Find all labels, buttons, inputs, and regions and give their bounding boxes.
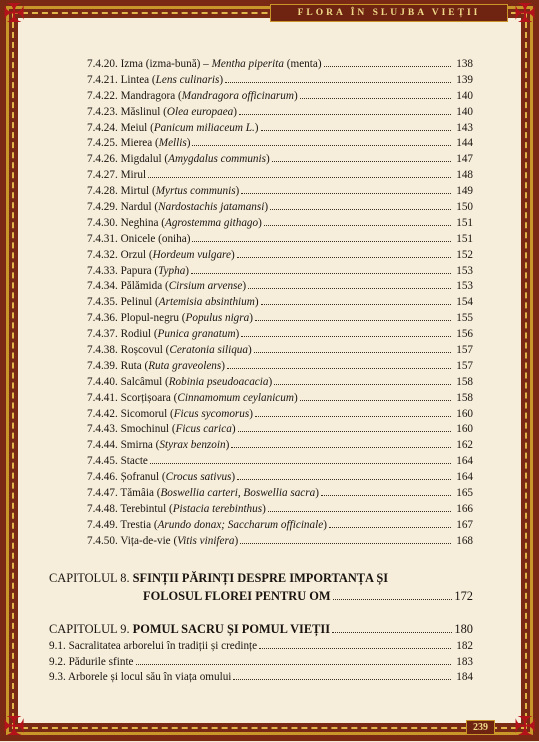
page-ref: 144 [456,137,473,150]
toc-entry[interactable] [87,137,473,153]
page-ref: 143 [456,121,473,134]
leader-dots [148,177,451,178]
leader-dots [192,241,451,242]
page-ref: 183 [456,655,473,668]
entry-label: 7.4.30. Neghina (Agrostemma githago) [87,216,262,229]
page-ref: 160 [456,407,473,420]
entry-label: 7.4.31. Onicele (oniha) [87,232,191,245]
chapter-9-entry[interactable] [49,622,473,637]
entry-label: 7.4.43. Smochinul (Ficus carica) [87,423,236,436]
entry-label: 9.2. Pădurile sfinte [49,655,134,668]
page-ref: 150 [456,201,473,214]
leader-dots [300,400,451,401]
toc-entry[interactable] [87,439,473,455]
toc-entry[interactable] [87,392,473,408]
toc-entry[interactable] [87,376,473,392]
toc-entry[interactable] [87,185,473,201]
page-ref: 164 [456,455,473,468]
toc-entry[interactable] [87,519,473,535]
toc-subentry[interactable] [49,656,473,672]
leader-dots [255,416,451,417]
toc-entry[interactable] [87,169,473,185]
page-ref: 164 [456,471,473,484]
maltese-cross-icon: ✠ [3,712,25,742]
entry-label: 7.4.20. Izma (izma-bună) – Mentha piperita (menta) [87,58,322,70]
entry-label: 7.4.45. Stacte [87,455,148,468]
entry-label: 7.4.47. Tămâia (Boswellia carteri, Boswellia sacra) [87,487,319,500]
entry-label: 7.4.46. Șofranul (Crocus sativus) [87,471,236,484]
page-ref: 154 [456,296,473,309]
entry-label: 7.4.50. Vița-de-vie (Vitis vinifera) [87,534,239,547]
leader-dots [225,82,451,83]
leader-dots [248,288,451,289]
entry-label: 7.4.40. Salcâmul (Robinia pseudoacacia) [87,375,273,388]
toc-entry[interactable] [87,74,473,90]
leader-dots [264,225,451,226]
chapter-prefix: CAPITOLUL 9. [49,622,130,636]
toc-entry[interactable] [87,408,473,424]
page-ref: 153 [456,264,473,277]
page-ref: 162 [456,439,473,452]
entry-label: 7.4.34. Pălămida (Cirsium arvense) [87,280,247,293]
chapter-title: POMUL SACRU ȘI POMUL VIEȚII [132,622,331,636]
chapter-title: SFINȚII PĂRINȚI DESPRE IMPORTANȚA ȘI [132,571,389,585]
leader-dots [237,479,451,480]
page-ref: 182 [456,640,473,652]
page-ref: 165 [456,487,473,500]
entry-label: 7.4.24. Meiul (Panicum miliaceum L.) [87,121,259,134]
toc-entry[interactable] [87,344,473,360]
page-number: 239 [466,720,495,735]
toc-entry[interactable] [87,265,473,281]
toc-entry[interactable] [87,280,473,296]
leader-dots [329,527,451,528]
toc-entry[interactable] [87,217,473,233]
page-ref: 140 [456,89,473,102]
page-ref: 147 [456,153,473,166]
toc-entry[interactable] [87,455,473,471]
toc-entry[interactable] [87,153,473,169]
entry-label: 7.4.26. Migdalul (Amygdalus communis) [87,153,270,166]
leader-dots [237,257,451,258]
entry-label: 7.4.41. Scorțișoara (Cinnamomum ceylanicum) [87,391,298,404]
maltese-cross-icon: ✠ [514,712,536,742]
leader-dots [241,336,451,337]
leader-dots [240,543,451,544]
leader-dots [321,495,451,496]
table-of-contents [87,58,473,551]
chapter-8-entry[interactable] [49,571,473,604]
page-ref: 151 [456,216,473,229]
entry-label: 7.4.38. Roșcovul (Ceratonia siliqua) [87,344,252,357]
toc-entry[interactable] [87,201,473,217]
leader-dots [261,304,451,305]
leader-dots [233,679,451,680]
leader-dots [238,431,451,432]
leader-dots [231,447,451,448]
leader-dots [150,463,451,464]
toc-entry[interactable] [87,328,473,344]
chapter-prefix: CAPITOLUL 8. [49,571,130,585]
running-header: FLORA ÎN SLUJBA VIEȚII [270,4,508,22]
leader-dots [239,114,451,115]
page-ref: 138 [456,58,473,70]
leader-dots [270,209,451,210]
page-ref: 166 [456,502,473,515]
leader-dots [136,664,451,665]
entry-label: 7.4.37. Rodiul (Punica granatum) [87,328,240,341]
page-ref: 149 [456,185,473,198]
toc-entry[interactable] [87,233,473,249]
entry-label: 9.3. Arborele și locul său în viața omului [49,671,232,683]
entry-label: 7.4.48. Terebintul (Pistacia terebinthus) [87,502,266,515]
toc-entry[interactable] [87,503,473,519]
maltese-cross-icon: ✠ [3,0,25,29]
page-ref: 153 [456,280,473,293]
leader-dots [255,320,451,321]
page-ref: 168 [456,534,473,547]
entry-label: 7.4.27. Mirul [87,169,147,182]
leader-dots [254,352,451,353]
toc-entry[interactable] [87,360,473,376]
page-ref: 140 [456,105,473,118]
entry-label: 7.4.33. Papura (Typha) [87,264,190,277]
toc-entry[interactable] [87,535,473,551]
page-ref: 151 [456,232,473,245]
leader-dots [274,384,451,385]
page-ref: 148 [456,169,473,182]
toc-entry[interactable] [87,249,473,265]
toc-entry[interactable] [87,122,473,138]
page-ref: 139 [456,73,473,86]
toc-entry[interactable] [87,471,473,487]
leader-dots [268,511,451,512]
page-ref: 157 [456,344,473,357]
entry-label: 7.4.28. Mirtul (Myrtus communis) [87,185,240,198]
leader-dots [241,193,451,194]
maltese-cross-icon: ✠ [514,0,536,29]
entry-label: 7.4.49. Trestia (Arundo donax; Saccharum officinale) [87,518,327,531]
page-ref: 184 [456,671,473,683]
chapter-9-subentries [49,640,473,687]
entry-label: 7.4.42. Sicomorul (Ficus sycomorus) [87,407,253,420]
page-ref: 167 [456,518,473,531]
page-ref: 156 [456,328,473,341]
entry-label: 7.4.29. Nardul (Nardostachis jatamansi) [87,201,269,214]
entry-label: 9.1. Sacralitatea arborelui în tradiții și credințe [49,640,258,652]
leader-dots [332,632,452,633]
leader-dots [272,161,451,162]
page-ref: 152 [456,248,473,261]
entry-label: 7.4.21. Lintea (Lens culinaris) [87,73,224,86]
entry-label: 7.4.22. Mandragora (Mandragora officinarum) [87,89,298,102]
leader-dots [261,130,451,131]
page-ref: 157 [456,359,473,372]
entry-label: 7.4.25. Mierea (Mellis) [87,137,191,150]
entry-label: 7.4.36. Plopul-negru (Populus nigra) [87,312,253,325]
page-ref: 160 [456,423,473,436]
page-ref: 158 [456,391,473,404]
toc-entry[interactable] [87,423,473,439]
page-ref: 158 [456,375,473,388]
toc-subentry[interactable] [49,671,473,687]
toc-entry[interactable] [87,58,473,74]
leader-dots [333,599,453,600]
leader-dots [227,368,451,369]
page-ref: 155 [456,312,473,325]
leader-dots [324,66,451,67]
toc-entry[interactable] [87,312,473,328]
toc-subentry[interactable] [49,640,473,656]
leader-dots [259,648,451,649]
toc-entry[interactable] [87,296,473,312]
leader-dots [191,273,451,274]
toc-entry[interactable] [87,487,473,503]
chapter-title-continued: FOLOSUL FLOREI PENTRU OM [143,589,331,603]
entry-label: 7.4.44. Smirna (Styrax benzoin) [87,439,230,452]
page-ref: 172 [454,589,473,603]
entry-label: 7.4.23. Măslinul (Olea europaea) [87,105,237,118]
toc-entry[interactable] [87,106,473,122]
page-ref: 180 [454,622,473,636]
entry-label: 7.4.35. Pelinul (Artemisia absinthium) [87,296,259,309]
leader-dots [192,145,451,146]
entry-label: 7.4.39. Ruta (Ruta graveolens) [87,359,225,372]
leader-dots [300,98,451,99]
toc-entry[interactable] [87,90,473,106]
entry-label: 7.4.32. Orzul (Hordeum vulgare) [87,248,235,261]
